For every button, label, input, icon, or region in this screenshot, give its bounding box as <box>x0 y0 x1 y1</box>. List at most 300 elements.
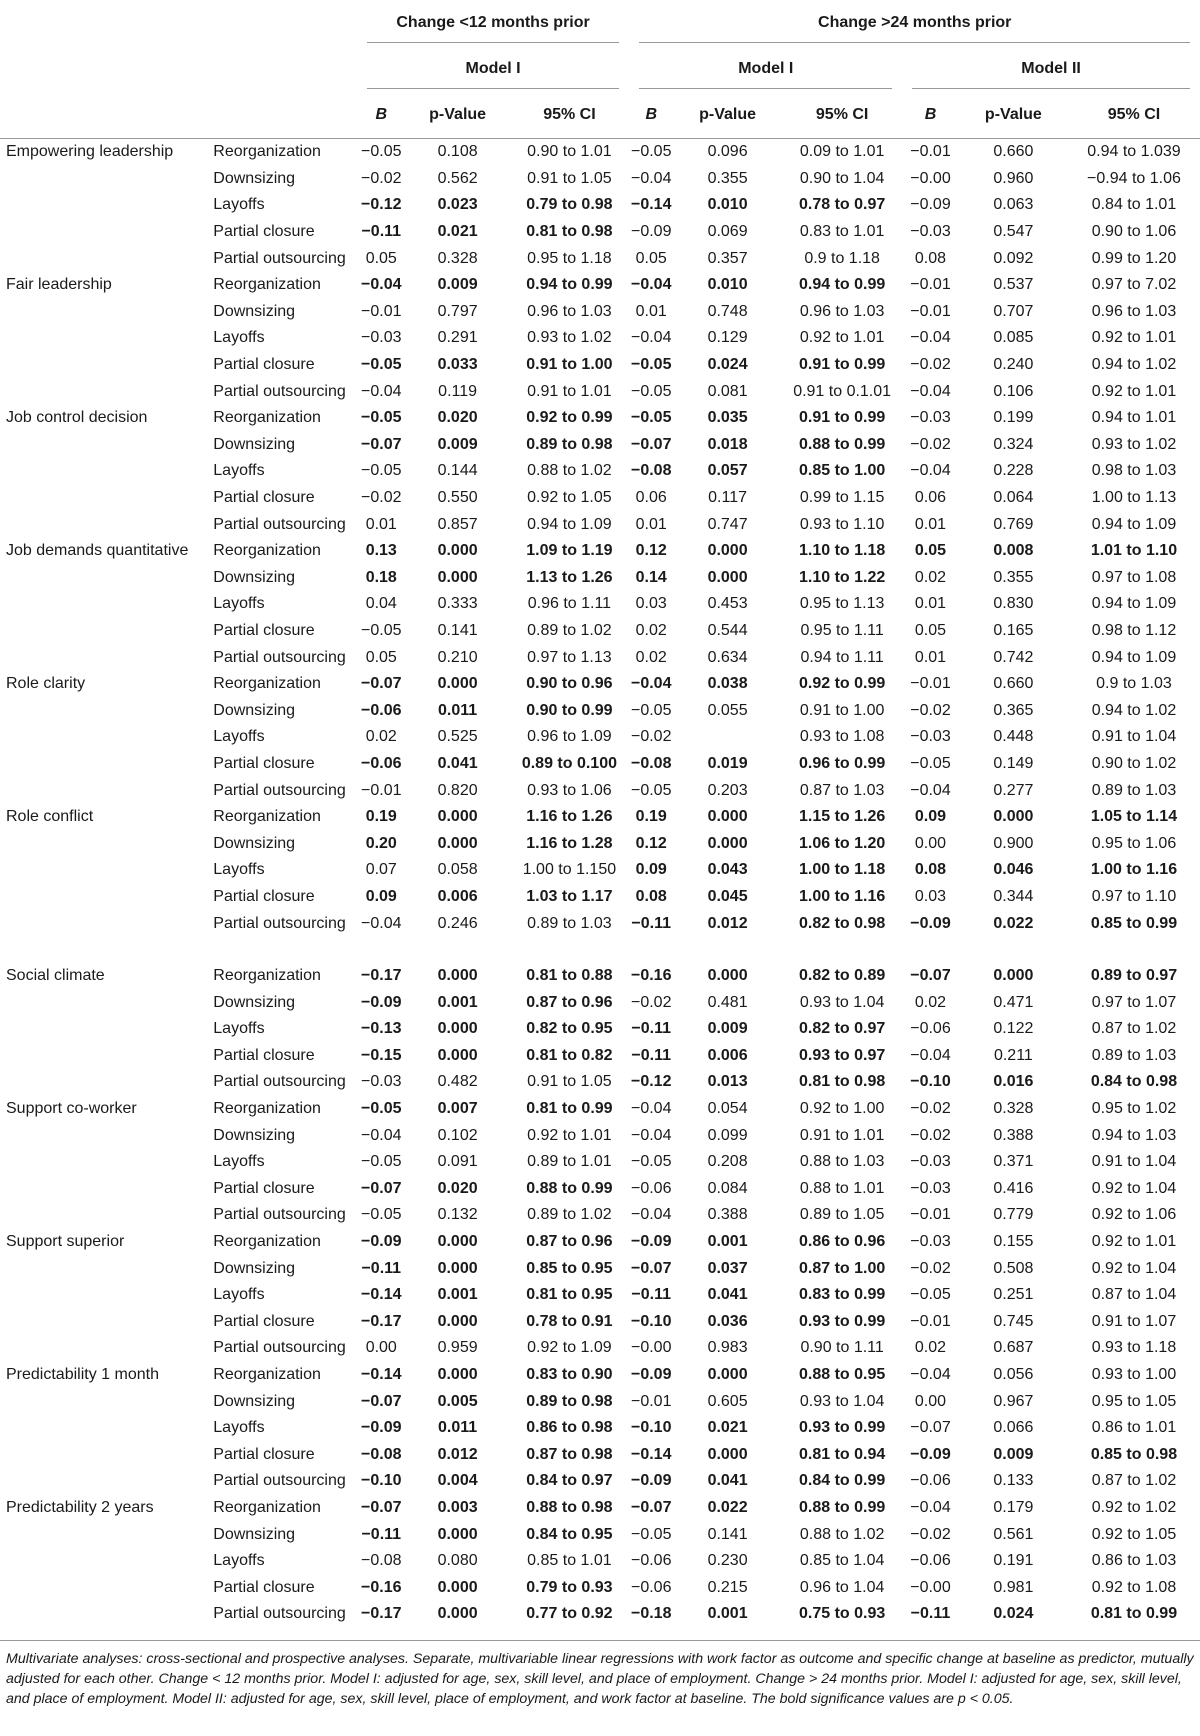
value-cell: 0.01 <box>365 515 397 533</box>
value-cell: 0.122 <box>993 1020 1034 1038</box>
value-cell: 0.960 <box>993 169 1034 187</box>
value-cell: 0.88 to 0.99 <box>526 1179 613 1197</box>
table-row <box>0 1229 1200 1256</box>
value-cell: 0.89 to 1.03 <box>1091 781 1177 799</box>
value-cell: −0.11 <box>631 1046 672 1064</box>
change-type-label: Downsizing <box>213 568 296 586</box>
value-cell <box>673 724 782 751</box>
value-cell: −0.07 <box>361 435 402 453</box>
value-cell: 0.90 to 0.99 <box>526 701 613 719</box>
value-cell: 0.022 <box>707 1498 748 1516</box>
value-cell: 0.05 <box>914 621 947 639</box>
change-type-label: Reorganization <box>213 409 321 427</box>
work-factor-label: Job control decision <box>6 409 148 427</box>
change-type-label: Layoffs <box>213 1153 265 1171</box>
value-cell: 0.634 <box>707 648 748 666</box>
work-factor-label: Support co-worker <box>6 1100 137 1118</box>
value-cell: 0.055 <box>707 701 748 719</box>
value-cell: −0.10 <box>361 1472 402 1490</box>
value-cell: −0.06 <box>630 1552 672 1570</box>
value-cell: 0.291 <box>437 329 478 347</box>
value-cell: −0.06 <box>910 1472 951 1490</box>
value-cell: −0.09 <box>910 914 951 932</box>
value-cell: 0.084 <box>707 1179 748 1197</box>
value-cell: −0.05 <box>361 462 402 480</box>
table-row <box>0 1574 1200 1601</box>
change-type-label: Downsizing <box>213 993 296 1011</box>
value-cell: −0.04 <box>910 781 951 799</box>
table-row <box>0 884 1200 911</box>
value-cell: 0.525 <box>437 728 478 746</box>
work-factor-label <box>0 618 207 645</box>
value-cell: 0.009 <box>437 276 478 294</box>
table-row <box>0 565 1200 592</box>
value-cell: −0.07 <box>630 1259 672 1277</box>
value-cell: 0.000 <box>437 1259 478 1277</box>
value-cell: 0.328 <box>993 1100 1034 1118</box>
value-cell: 0.96 to 0.99 <box>798 754 886 772</box>
value-cell: −0.18 <box>630 1605 672 1623</box>
value-cell: 0.98 to 1.03 <box>1091 462 1177 480</box>
change-type-label: Partial closure <box>213 1445 315 1463</box>
value-cell: 0.000 <box>993 808 1034 826</box>
column-header: B <box>629 92 673 139</box>
work-factor-label <box>0 166 207 193</box>
value-cell: 0.90 to 1.11 <box>800 1339 884 1357</box>
value-cell: 0.001 <box>437 1286 478 1304</box>
value-cell: 0.94 to 1.03 <box>1091 1126 1177 1144</box>
value-cell: 0.416 <box>993 1179 1034 1197</box>
work-factor-label <box>0 352 207 379</box>
value-cell: −0.07 <box>361 1498 402 1516</box>
value-cell: 0.344 <box>993 887 1034 905</box>
value-cell: 0.020 <box>437 409 478 427</box>
value-cell: 0.78 to 0.91 <box>526 1312 613 1330</box>
value-cell: 0.87 to 1.04 <box>1091 1286 1177 1304</box>
value-cell: 0.85 to 0.99 <box>1090 914 1178 932</box>
value-cell: 0.660 <box>993 675 1034 693</box>
value-cell: 0.92 to 1.02 <box>1091 1498 1177 1516</box>
value-cell: 0.041 <box>707 1472 748 1490</box>
value-cell: 0.240 <box>993 356 1034 374</box>
value-cell: −0.04 <box>630 1100 672 1118</box>
change-type-label: Layoffs <box>213 1419 265 1437</box>
value-cell: −0.05 <box>361 1153 402 1171</box>
value-cell: 0.009 <box>707 1020 748 1038</box>
value-cell: 0.045 <box>707 887 748 905</box>
value-cell: −0.06 <box>910 1552 951 1570</box>
value-cell: 0.561 <box>993 1525 1034 1543</box>
value-cell: 0.89 to 0.98 <box>526 1392 613 1410</box>
work-factor-label <box>0 1521 207 1548</box>
table-row <box>0 618 1200 645</box>
value-cell: 1.15 to 1.26 <box>798 808 886 826</box>
value-cell: 0.09 <box>914 808 947 826</box>
column-header: p-Value <box>959 92 1068 139</box>
value-cell: 0.023 <box>437 196 478 214</box>
value-cell: 0.94 to 1.09 <box>1091 595 1177 613</box>
value-cell: −0.04 <box>630 1206 672 1224</box>
value-cell: 0.91 to 1.00 <box>799 701 885 719</box>
change-type-label: Reorganization <box>213 276 321 294</box>
value-cell: 0.96 to 1.09 <box>527 728 612 746</box>
work-factor-label <box>0 432 207 459</box>
value-cell: 0.92 to 1.01 <box>799 329 885 347</box>
value-cell: 0.00 <box>914 1392 947 1410</box>
table-row <box>0 1388 1200 1415</box>
work-factor-label <box>0 777 207 804</box>
value-cell: 0.94 to 1.01 <box>1091 409 1177 427</box>
value-cell: 0.099 <box>707 1126 748 1144</box>
value-cell: 0.797 <box>437 302 478 320</box>
value-cell: 0.010 <box>707 276 748 294</box>
value-cell: 0.92 to 1.04 <box>1091 1179 1177 1197</box>
value-cell: 0.149 <box>993 754 1034 772</box>
table-row <box>0 963 1200 990</box>
work-factor-label <box>0 1309 207 1336</box>
value-cell: 0.94 to 1.11 <box>800 648 884 666</box>
table-row <box>0 724 1200 751</box>
value-cell: 0.93 to 0.99 <box>798 1312 886 1330</box>
value-cell: 0.091 <box>437 1153 478 1171</box>
value-cell: 0.779 <box>993 1206 1034 1224</box>
value-cell: 0.085 <box>993 329 1034 347</box>
value-cell: 0.87 to 1.00 <box>798 1259 886 1277</box>
value-cell: 0.018 <box>707 435 748 453</box>
column-header: 95% CI <box>782 92 902 139</box>
value-cell: −0.00 <box>910 1578 951 1596</box>
value-cell: −0.05 <box>630 781 672 799</box>
value-cell: −0.08 <box>630 754 672 772</box>
value-cell: 0.14 <box>635 568 667 586</box>
table-row <box>0 511 1200 538</box>
value-cell: 0.07 <box>365 861 397 879</box>
value-cell: −0.01 <box>910 143 951 161</box>
work-factor-label <box>0 458 207 485</box>
work-factor-label <box>0 192 207 219</box>
value-cell: 0.000 <box>437 1312 478 1330</box>
value-cell: 0.453 <box>707 595 748 613</box>
work-factor-label <box>0 1442 207 1469</box>
value-cell: 0.93 to 1.04 <box>799 1392 885 1410</box>
change-type-label: Downsizing <box>213 1525 296 1543</box>
value-cell: 0.86 to 1.03 <box>1091 1552 1177 1570</box>
value-cell: 0.84 to 0.99 <box>798 1472 886 1490</box>
value-cell: −0.07 <box>361 675 402 693</box>
value-cell: 0.000 <box>707 808 748 826</box>
value-cell: 0.95 to 1.06 <box>1091 834 1177 852</box>
value-cell: 0.97 to 1.13 <box>527 648 612 666</box>
value-cell: 0.78 to 0.97 <box>798 196 886 214</box>
table-row <box>0 538 1200 565</box>
value-cell: 0.006 <box>707 1046 748 1064</box>
change-type-label: Downsizing <box>213 435 296 453</box>
value-cell: 0.096 <box>707 143 748 161</box>
value-cell: 0.117 <box>708 489 748 507</box>
value-cell: −0.09 <box>910 1445 951 1463</box>
value-cell: 0.388 <box>993 1126 1034 1144</box>
value-cell: 0.000 <box>437 675 478 693</box>
value-cell: −0.03 <box>910 728 951 746</box>
change-type-label: Reorganization <box>213 1100 321 1118</box>
value-cell: 0.95 to 1.11 <box>800 621 884 639</box>
value-cell: 0.000 <box>437 808 478 826</box>
value-cell: 0.001 <box>437 993 478 1011</box>
change-type-label: Partial outsourcing <box>213 515 346 533</box>
value-cell: −0.01 <box>910 302 951 320</box>
value-cell: 0.983 <box>707 1339 748 1357</box>
value-cell: −0.17 <box>361 967 402 985</box>
work-factor-label: Job demands quantitative <box>6 542 189 560</box>
value-cell: −0.02 <box>630 728 672 746</box>
work-factor-label: Role clarity <box>6 675 86 693</box>
change-type-label: Layoffs <box>213 595 265 613</box>
change-type-label: Layoffs <box>213 1286 265 1304</box>
value-cell: 0.85 to 1.01 <box>527 1552 612 1570</box>
work-factor-label <box>0 378 207 405</box>
value-cell: 0.448 <box>993 728 1034 746</box>
value-cell: 0.069 <box>707 223 748 241</box>
value-cell: 0.481 <box>707 993 748 1011</box>
value-cell: 0.93 to 1.02 <box>527 329 612 347</box>
work-factor-label <box>0 1122 207 1149</box>
value-cell: 0.046 <box>993 861 1034 879</box>
work-factor-label <box>0 1149 207 1176</box>
value-cell: 1.01 to 1.10 <box>1090 542 1178 560</box>
value-cell: 0.95 to 1.13 <box>799 595 885 613</box>
value-cell: −0.04 <box>630 169 672 187</box>
value-cell: 0.94 to 1.02 <box>1091 701 1177 719</box>
change-type-label: Partial outsourcing <box>213 914 346 932</box>
value-cell: 0.9 to 1.18 <box>804 249 880 267</box>
value-cell: −0.09 <box>361 993 402 1011</box>
column-header: p-Value <box>406 92 510 139</box>
value-cell: 0.00 <box>365 1339 397 1357</box>
work-factor-label <box>0 989 207 1016</box>
value-cell: −0.02 <box>910 1259 951 1277</box>
value-cell: −0.09 <box>630 223 672 241</box>
value-cell: 1.00 to 1.16 <box>1090 861 1178 879</box>
value-cell: 0.019 <box>707 754 748 772</box>
value-cell: 0.000 <box>437 542 478 560</box>
change-type-label: Partial closure <box>213 1312 315 1330</box>
value-cell: −0.06 <box>361 754 402 772</box>
table-row <box>0 1016 1200 1043</box>
value-cell: 0.81 to 0.98 <box>526 223 613 241</box>
table-row <box>0 1122 1200 1149</box>
value-cell: 1.00 to 1.13 <box>1091 489 1177 507</box>
value-cell: −0.04 <box>361 914 402 932</box>
value-cell: −0.05 <box>361 621 402 639</box>
value-cell: 0.000 <box>707 967 748 985</box>
value-cell: 0.84 to 0.98 <box>1090 1073 1178 1091</box>
table-row <box>0 1309 1200 1336</box>
table-row <box>0 245 1200 272</box>
value-cell: 0.96 to 1.03 <box>527 302 612 320</box>
value-cell: 0.357 <box>707 249 748 267</box>
value-cell: −0.04 <box>910 1366 951 1384</box>
value-cell: 0.88 to 0.95 <box>798 1366 886 1384</box>
value-cell: 0.84 to 0.95 <box>526 1525 613 1543</box>
value-cell: 0.900 <box>993 834 1034 852</box>
value-cell: 1.05 to 1.14 <box>1090 808 1178 826</box>
value-cell: −0.02 <box>910 1525 951 1543</box>
table-row <box>0 272 1200 299</box>
value-cell: 0.93 to 1.04 <box>799 993 885 1011</box>
value-cell: −0.07 <box>630 1498 672 1516</box>
work-factor-label <box>0 1202 207 1229</box>
value-cell: 0.83 to 1.01 <box>799 223 885 241</box>
value-cell: −0.08 <box>361 1552 402 1570</box>
value-cell: −0.11 <box>910 1605 951 1623</box>
value-cell: 0.080 <box>437 1552 478 1570</box>
value-cell: 0.87 to 1.02 <box>1091 1020 1177 1038</box>
value-cell: 0.02 <box>635 648 667 666</box>
value-cell: 0.83 to 0.99 <box>798 1286 886 1304</box>
value-cell: 0.277 <box>993 781 1034 799</box>
column-header: 95% CI <box>1068 92 1200 139</box>
value-cell: 0.605 <box>707 1392 748 1410</box>
value-cell: 0.054 <box>707 1100 748 1118</box>
value-cell: 0.003 <box>437 1498 478 1516</box>
value-cell: −0.09 <box>910 196 951 214</box>
work-factor-label <box>0 1468 207 1495</box>
value-cell: 0.81 to 0.95 <box>526 1286 613 1304</box>
table-row <box>0 1149 1200 1176</box>
value-cell: 0.88 to 1.03 <box>799 1153 885 1171</box>
value-cell: 0.90 to 1.02 <box>1091 754 1177 772</box>
header-change-gt24: Change >24 months prior <box>639 4 1190 43</box>
change-type-label: Partial outsourcing <box>213 648 346 666</box>
value-cell: 0.000 <box>707 1366 748 1384</box>
table-row <box>0 166 1200 193</box>
value-cell: 0.89 to 1.01 <box>527 1153 612 1171</box>
value-cell: 0.94 to 0.99 <box>798 276 886 294</box>
value-cell: −0.05 <box>630 382 672 400</box>
value-cell: 0.745 <box>993 1312 1034 1330</box>
value-cell: 0.001 <box>707 1605 748 1623</box>
value-cell: 0.021 <box>437 223 478 241</box>
value-cell: 0.94 to 1.09 <box>527 515 612 533</box>
work-factor-label <box>0 1176 207 1203</box>
value-cell: 0.165 <box>993 621 1034 639</box>
table-row <box>0 697 1200 724</box>
change-type-label: Partial closure <box>213 356 315 374</box>
value-cell: −0.10 <box>630 1312 672 1330</box>
value-cell: −0.11 <box>631 1286 672 1304</box>
value-cell: 0.000 <box>437 834 478 852</box>
value-cell: 0.081 <box>707 382 748 400</box>
value-cell: 0.820 <box>437 781 478 799</box>
value-cell: 0.141 <box>437 621 478 639</box>
value-cell: 0.333 <box>437 595 478 613</box>
value-cell: 0.000 <box>707 568 748 586</box>
value-cell: 0.92 to 1.04 <box>1091 1259 1177 1277</box>
table-row <box>0 751 1200 778</box>
value-cell: 0.058 <box>437 861 478 879</box>
value-cell: 0.89 to 1.03 <box>527 914 612 932</box>
value-cell: 0.97 to 1.07 <box>1091 993 1177 1011</box>
work-factor-label <box>0 299 207 326</box>
value-cell: 1.06 to 1.20 <box>798 834 886 852</box>
change-type-label: Partial outsourcing <box>213 1472 346 1490</box>
value-cell: 0.92 to 1.08 <box>1091 1578 1177 1596</box>
value-cell: 0.203 <box>707 781 748 799</box>
value-cell: 0.81 to 0.94 <box>798 1445 886 1463</box>
change-type-label: Downsizing <box>213 1259 296 1277</box>
value-cell: 0.010 <box>707 196 748 214</box>
change-type-label: Reorganization <box>213 1366 321 1384</box>
value-cell: −0.17 <box>361 1312 402 1330</box>
table-row <box>0 352 1200 379</box>
value-cell: −0.00 <box>910 169 951 187</box>
value-cell: 0.87 to 0.98 <box>526 1445 613 1463</box>
change-type-label: Partial closure <box>213 1179 315 1197</box>
value-cell: 0.355 <box>993 568 1034 586</box>
value-cell: 0.024 <box>993 1605 1034 1623</box>
value-cell: 0.93 to 1.18 <box>1091 1339 1177 1357</box>
work-factor-label <box>0 1548 207 1575</box>
value-cell: 0.87 to 0.96 <box>526 993 613 1011</box>
value-cell: −0.11 <box>631 914 672 932</box>
value-cell: 0.537 <box>993 276 1034 294</box>
value-cell: −0.05 <box>630 356 672 374</box>
work-factor-label <box>0 1415 207 1442</box>
value-cell: 0.82 to 0.89 <box>798 967 886 985</box>
value-cell: −0.01 <box>630 1392 672 1410</box>
value-cell: 0.000 <box>437 1046 478 1064</box>
value-cell: −0.04 <box>630 329 672 347</box>
value-cell: 0.89 to 1.05 <box>799 1206 885 1224</box>
value-cell: −0.02 <box>361 169 402 187</box>
change-type-label: Partial closure <box>213 1046 315 1064</box>
value-cell: 1.10 to 1.18 <box>798 542 886 560</box>
value-cell: −0.02 <box>910 356 951 374</box>
column-header: 95% CI <box>509 92 629 139</box>
change-type-label: Partial outsourcing <box>213 1339 346 1357</box>
value-cell: 0.88 to 1.02 <box>799 1525 885 1543</box>
value-cell: 0.016 <box>993 1073 1034 1091</box>
value-cell: 0.033 <box>437 356 478 374</box>
value-cell: 0.79 to 0.98 <box>526 196 613 214</box>
value-cell: 0.93 to 0.99 <box>798 1419 886 1437</box>
table-row <box>0 1335 1200 1362</box>
value-cell: 0.05 <box>365 249 397 267</box>
value-cell: −0.10 <box>630 1419 672 1437</box>
value-cell: 0.90 to 1.01 <box>527 143 612 161</box>
change-type-label: Layoffs <box>213 196 265 214</box>
value-cell: −0.01 <box>910 675 951 693</box>
value-cell: 0.93 to 1.00 <box>1091 1366 1177 1384</box>
value-cell: 0.000 <box>707 542 748 560</box>
value-cell: −0.01 <box>910 276 951 294</box>
value-cell: 0.81 to 0.82 <box>526 1046 613 1064</box>
value-cell: −0.05 <box>361 1206 402 1224</box>
value-cell: 0.009 <box>437 435 478 453</box>
value-cell: 0.013 <box>707 1073 748 1091</box>
value-cell: 0.99 to 1.20 <box>1091 249 1177 267</box>
value-cell: 0.508 <box>993 1259 1034 1277</box>
value-cell: 0.011 <box>438 1419 478 1437</box>
value-cell: 0.009 <box>993 1445 1034 1463</box>
work-factor-label <box>0 1574 207 1601</box>
value-cell: 0.94 to 1.039 <box>1087 143 1181 161</box>
value-cell: 0.09 <box>365 887 397 905</box>
value-cell: −0.14 <box>630 196 672 214</box>
table-row <box>0 1468 1200 1495</box>
table-row <box>0 777 1200 804</box>
value-cell: 0.05 <box>914 542 947 560</box>
